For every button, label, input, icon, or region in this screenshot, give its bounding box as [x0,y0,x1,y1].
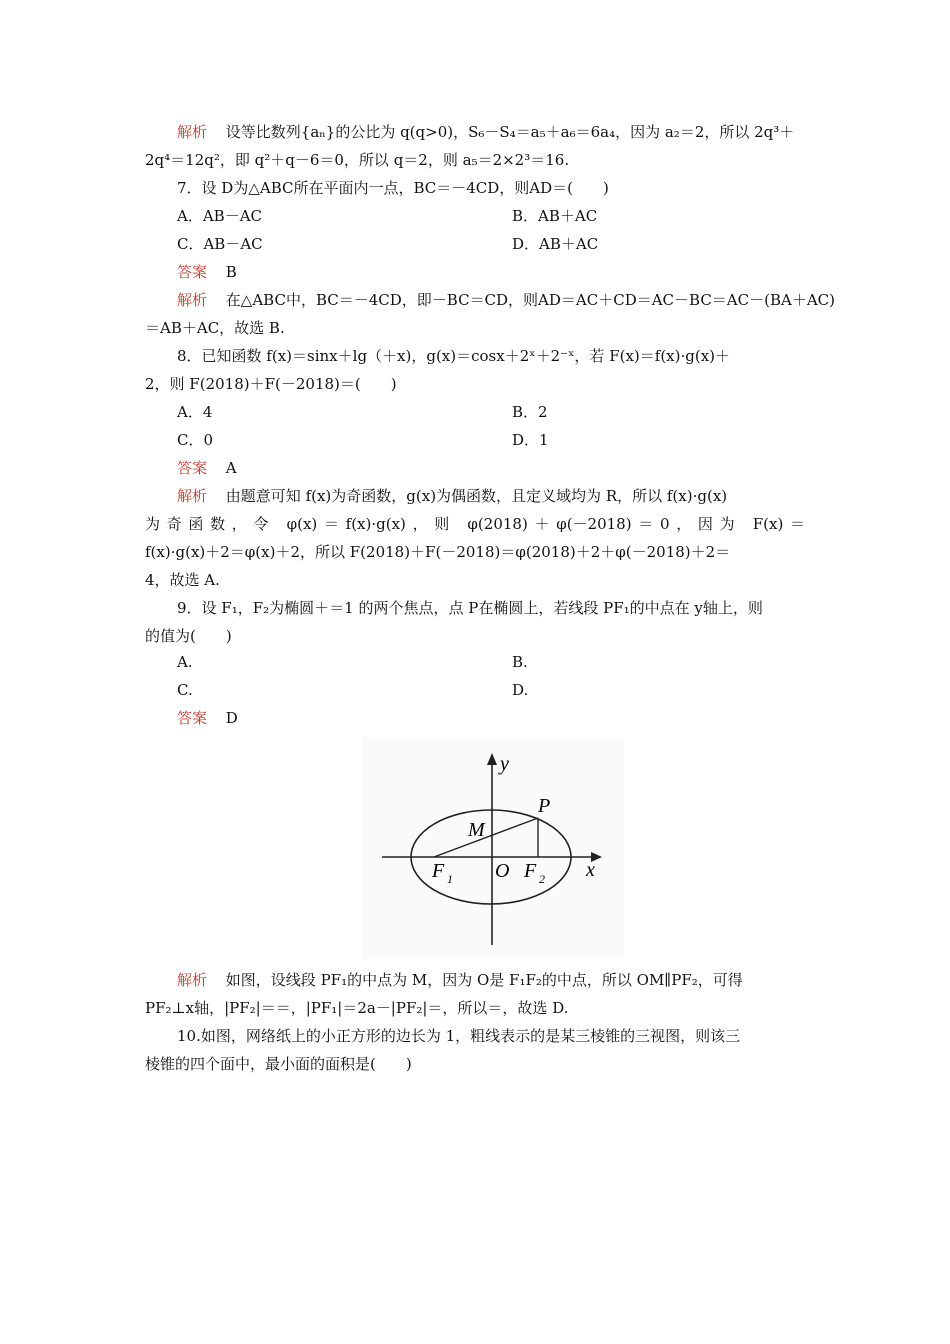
q8-option-d: D．1 [512,431,549,449]
q10-stem-line-1: 10.如图，网络纸上的小正方形的边长为 1，粗线表示的是某三棱锥的三视图，则该三 [177,1027,741,1045]
label-f2: F [524,860,537,882]
q9-option-c: C. [177,681,193,699]
q9-jiexi-label: 解析 [177,971,208,989]
q7-answer-label: 答案 [177,263,208,281]
q6-solution-line-1 [177,121,794,143]
q7-jiexi-label: 解析 [177,291,208,309]
q9-solution-line-2: PF₂⊥x轴，|PF₂|＝＝，|PF₁|＝2a－|PF₂|＝，所以＝，故选 D. [145,999,569,1017]
label-m: M [468,819,485,841]
label-x: x [586,859,595,881]
q7-option-a: A．AB－AC [177,207,262,225]
q9-answer-label: 答案 [177,709,208,727]
label-y: y [500,753,509,775]
q8-answer-line [177,457,237,479]
ellipse-figure [362,737,624,959]
label-f1: F [432,860,445,882]
q9-answer-value: D [225,709,238,727]
q9-stem-line-1: 9．设 F₁，F₂为椭圆＋＝1 的两个焦点，点 P在椭圆上，若线段 PF₁的中点在 y轴上，则 [177,599,763,617]
q9-option-a: A. [177,653,193,671]
q7-option-b: B．AB＋AC [512,207,598,225]
q8-answer-label: 答案 [177,459,208,477]
q8-jiexi-label: 解析 [177,487,208,505]
q8-stem-line-1: 8．已知函数 f(x)＝sinx＋lg（＋x)，g(x)＝cosx＋2ˣ＋2⁻ˣ，若 F(x)＝f(x)·g(x)＋ [177,347,731,365]
q7-option-c: C．AB－AC [177,235,263,253]
q9-solution-line-1 [177,969,743,991]
q9-stem-line-2: 的值为( ) [145,627,232,645]
label-f2-subscript: 2 [539,872,545,886]
q8-stem-line-2: 2，则 F(2018)＋F(－2018)＝( ) [145,375,397,393]
q7-answer-value: B [225,263,237,281]
q7-solution-text-1: 在△ABC中，BC＝－4CD，即－BC＝CD，则AD＝AC＋CD＝AC－BC＝AC－(BA＋AC) [225,291,835,309]
q7-stem: 7．设 D为△ABC所在平面内一点，BC＝－4CD，则AD＝( ) [177,179,609,197]
label-p: P [538,795,551,817]
q6-solution-line-2: 2q⁴＝12q²，即 q²＋q－6＝0，所以 q＝2，则 a₅＝2×2³＝16. [145,151,570,169]
q9-solution-text-1: 如图，设线段 PF₁的中点为 M，因为 O是 F₁F₂的中点，所以 OM∥PF₂，可得 [225,971,743,989]
q8-answer-value: A [225,459,237,477]
label-f1-subscript: 1 [447,872,453,886]
q6-jiexi-label: 解析 [177,123,208,141]
label-o: O [495,860,510,882]
q8-option-c: C．0 [177,431,214,449]
q8-solution-line-2: 为奇函数，令 φ(x)＝f(x)·g(x)，则 φ(2018)＋φ(－2018)＝0，因为 F(x)＝ [145,515,805,533]
q7-option-d: D．AB＋AC [512,235,599,253]
q9-answer-line [177,707,238,729]
q7-solution-line-1 [177,289,835,311]
figure-background [362,737,624,959]
q8-option-a: A．4 [177,403,213,421]
q8-solution-line-3: f(x)·g(x)＋2＝φ(x)＋2，所以 F(2018)＋F(－2018)＝φ(2018)＋2＋φ(－2018)＋2＝ [145,543,731,561]
q10-stem-line-2: 棱锥的四个面中，最小面的面积是( ) [145,1055,412,1073]
q9-option-b: B. [512,653,528,671]
q7-solution-line-2: ＝AB＋AC，故选 B. [145,319,285,337]
q8-option-b: B．2 [512,403,548,421]
q8-solution-text-1: 由题意可知 f(x)为奇函数，g(x)为偶函数，且定义域均为 R，所以 f(x)·g(x) [225,487,728,505]
q8-solution-line-4: 4，故选 A. [145,571,220,589]
q8-solution-line-1 [177,485,727,507]
q7-answer-line [177,261,237,283]
q9-option-d: D. [512,681,529,699]
q6-solution-text-1: 设等比数列{aₙ}的公比为 q(q>0)，S₆－S₄＝a₅＋a₆＝6a₄，因为 a₂＝2，所以 2q³＋ [225,123,795,141]
